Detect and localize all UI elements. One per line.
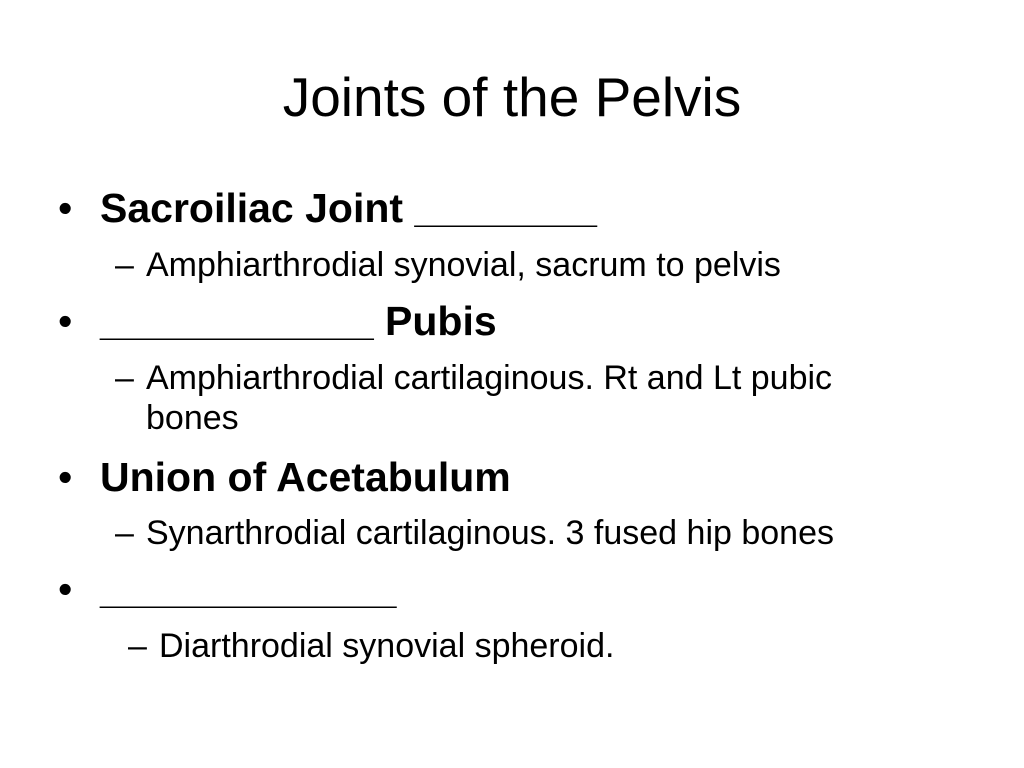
bullet-heading: _____________	[100, 566, 397, 612]
sub-item-text: Synarthrodial cartilaginous. 3 fused hip bones	[146, 514, 834, 552]
dash-glyph: –	[115, 514, 134, 552]
bullet-heading: Sacroiliac Joint ________	[100, 185, 597, 231]
bullet-item-sacroiliac	[58, 184, 597, 232]
bullet-item-acetabulum	[58, 453, 511, 501]
bullet-heading: Union of Acetabulum	[100, 454, 511, 500]
sub-item-pubis	[115, 358, 832, 438]
bullet-glyph: •	[58, 454, 73, 500]
bullet-item-pubis	[58, 297, 497, 345]
sub-item-hip	[128, 626, 614, 666]
dash-glyph: –	[115, 359, 134, 397]
bullet-heading: ____________ Pubis	[100, 298, 497, 344]
sub-item-acetabulum	[115, 513, 834, 553]
bullet-glyph: •	[58, 185, 73, 231]
sub-item-text: Diarthrodial synovial spheroid.	[159, 627, 615, 665]
sub-item-text: Amphiarthrodial cartilaginous. Rt and Lt pubic	[146, 359, 833, 397]
bullet-glyph: •	[58, 298, 73, 344]
sub-item-text: Amphiarthrodial synovial, sacrum to pelvis	[146, 246, 781, 284]
bullet-glyph: •	[58, 566, 73, 612]
dash-glyph: –	[128, 627, 147, 665]
bullet-item-hip	[58, 565, 396, 613]
slide-title: Joints of the Pelvis	[282, 66, 742, 128]
dash-glyph: –	[115, 246, 134, 284]
sub-item-text-continued: bones	[146, 399, 239, 437]
sub-item-sacroiliac	[115, 245, 781, 285]
